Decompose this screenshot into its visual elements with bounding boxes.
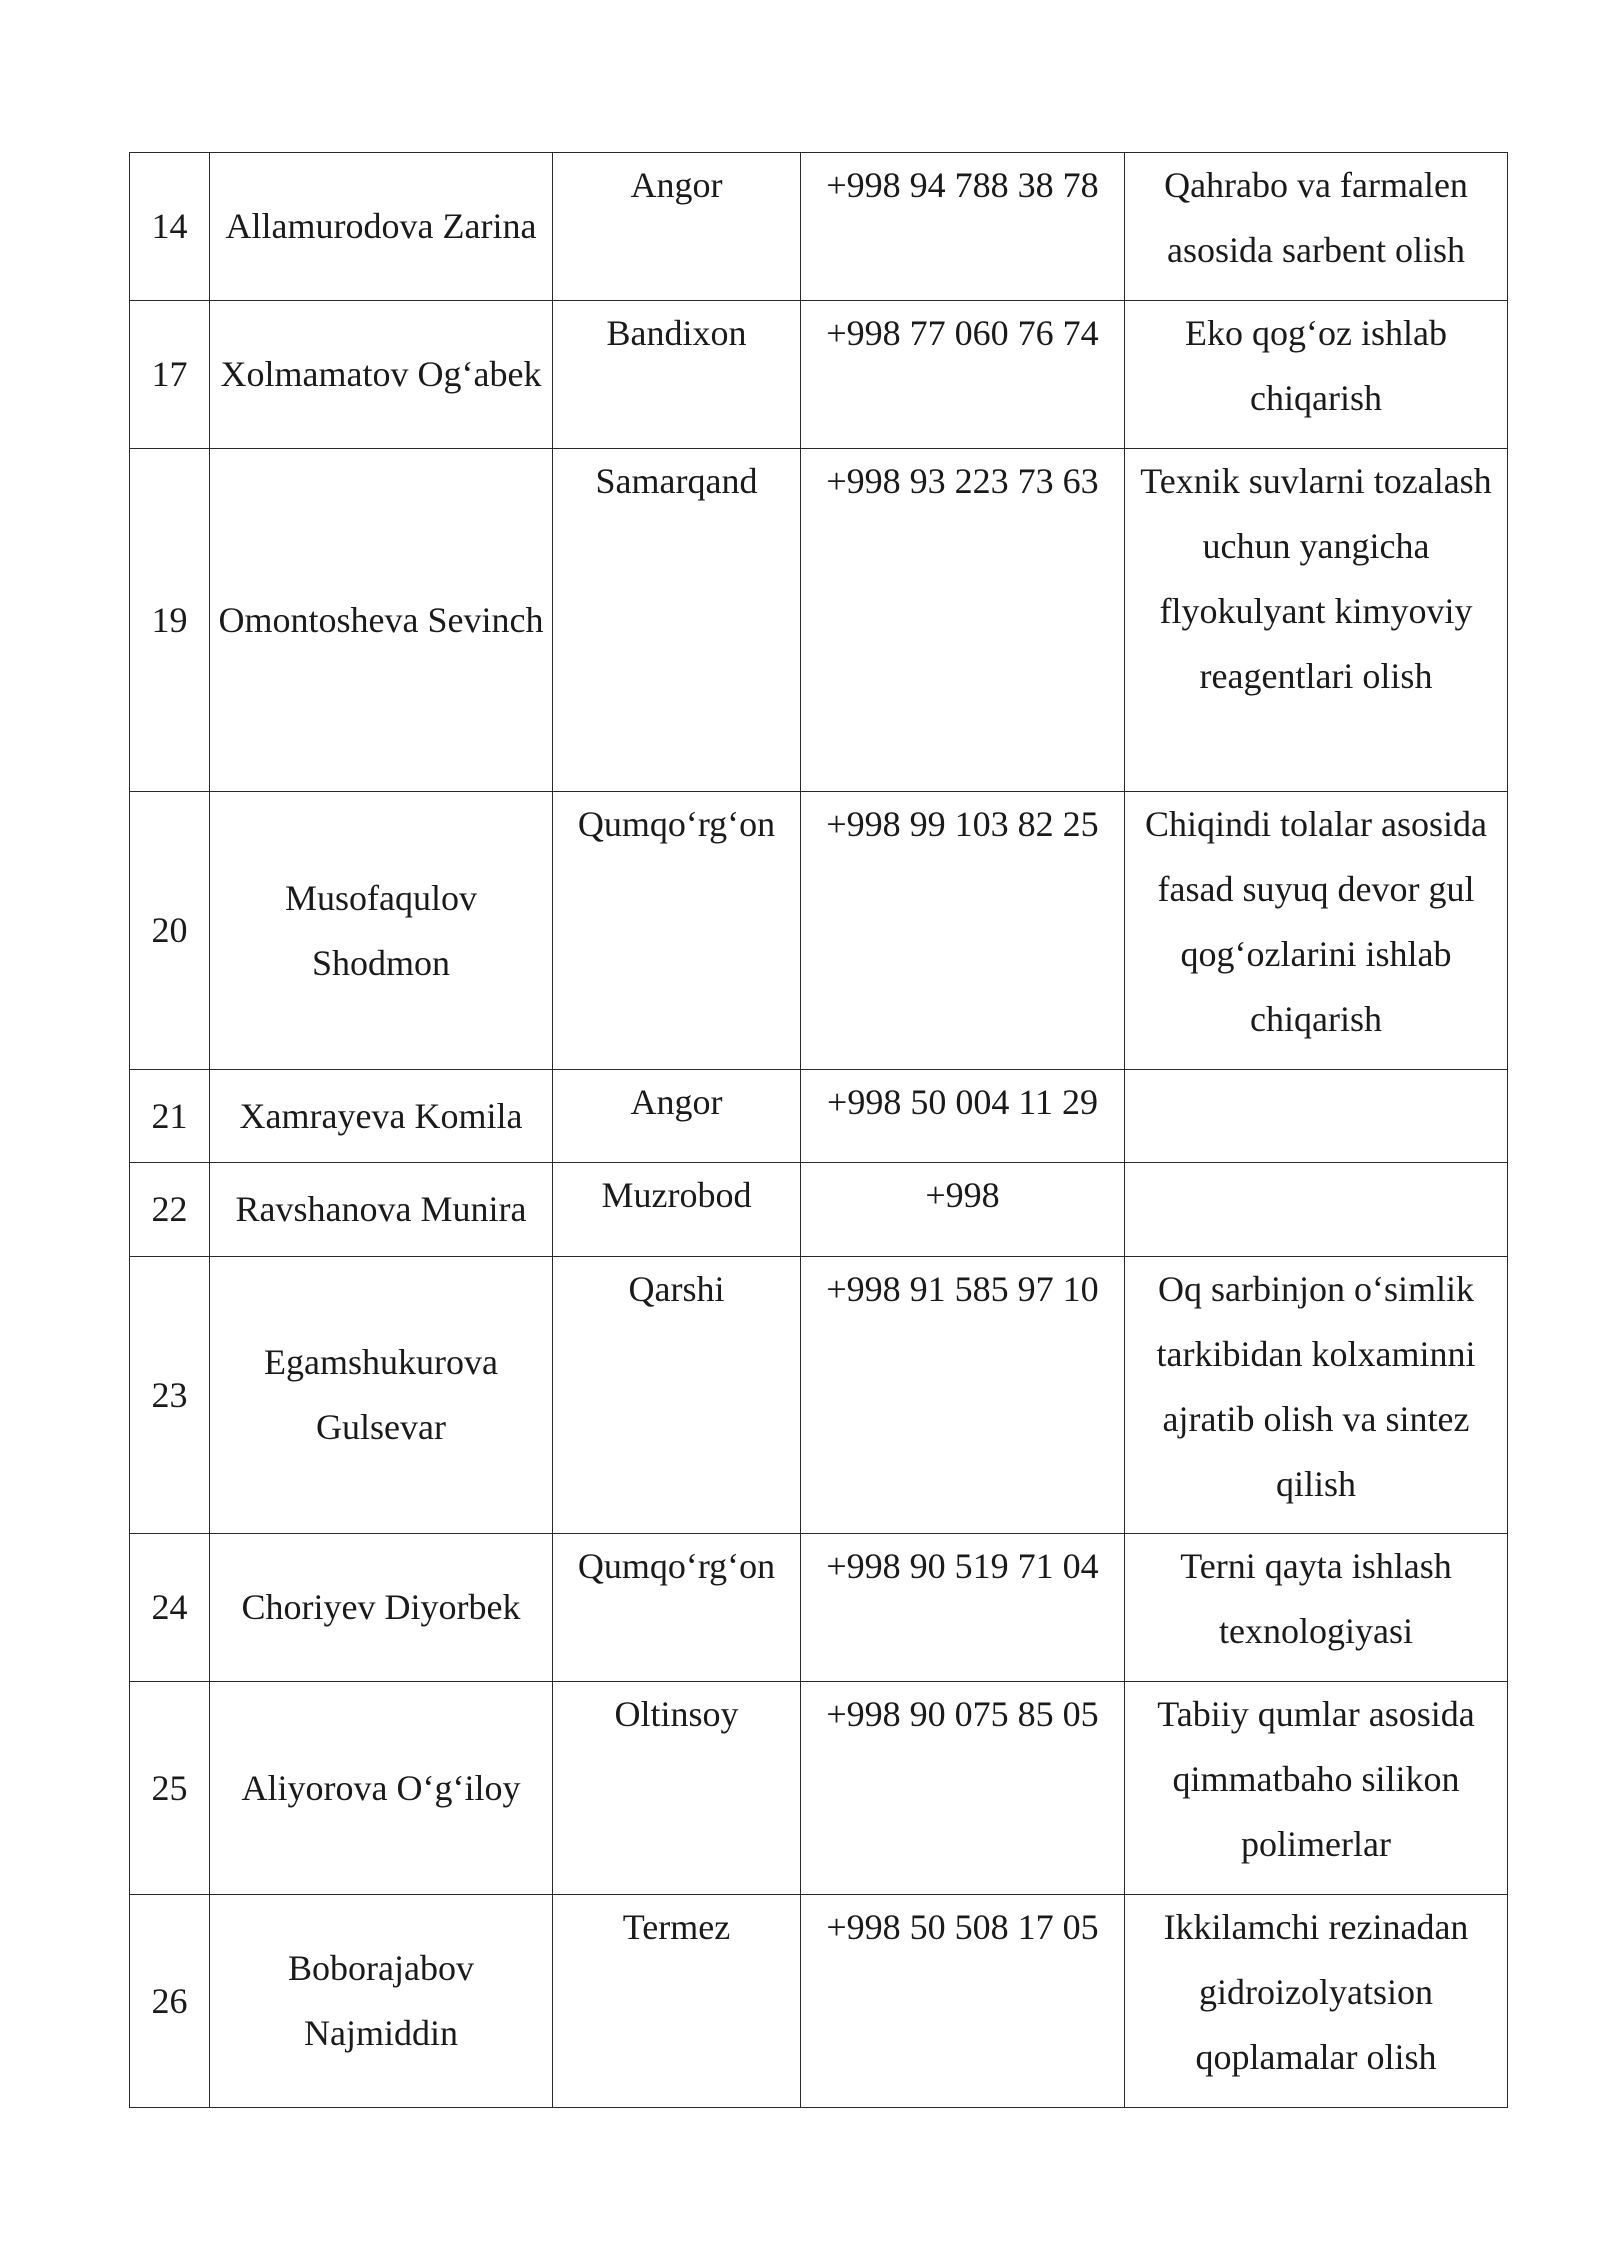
participant-name: Egamshukurova Gulsevar <box>210 1257 553 1534</box>
project-topic: Chiqindi tolalar asosida fasad suyuq devor gul qog‘ozlarini ishlab chiqarish <box>1125 792 1508 1070</box>
participant-name: Allamurodova Zarina <box>210 153 553 301</box>
project-topic: Oq sarbinjon o‘simlik tarkibidan kolxaminni ajratib olish va sintez qilish <box>1125 1257 1508 1534</box>
participant-city: Qumqo‘rg‘on <box>553 792 801 1070</box>
table-row <box>130 449 1508 792</box>
participant-name: Boborajabov Najmiddin <box>210 1895 553 2108</box>
participant-name: Aliyorova O‘g‘iloy <box>210 1682 553 1895</box>
participant-city: Angor <box>553 1070 801 1163</box>
participant-city: Termez <box>553 1895 801 2108</box>
row-number: 26 <box>130 1895 210 2108</box>
project-topic: Texnik suvlarni tozalash uchun yangicha flyokulyant kimyoviy reagentlari olish <box>1125 449 1508 792</box>
participant-city: Qumqo‘rg‘on <box>553 1534 801 1682</box>
project-topic <box>1125 1163 1508 1257</box>
participant-phone: +998 <box>801 1163 1125 1257</box>
project-topic: Qahrabo va farmalen asosida sarbent olish <box>1125 153 1508 301</box>
table-row <box>130 1163 1508 1257</box>
participant-city: Angor <box>553 153 801 301</box>
project-topic: Eko qog‘oz ishlab chiqarish <box>1125 301 1508 449</box>
participant-phone: +998 90 075 85 05 <box>801 1682 1125 1895</box>
table-row <box>130 1257 1508 1534</box>
participant-city: Samarqand <box>553 449 801 792</box>
table-row <box>130 1070 1508 1163</box>
participant-phone: +998 99 103 82 25 <box>801 792 1125 1070</box>
participant-city: Muzrobod <box>553 1163 801 1257</box>
participant-phone: +998 77 060 76 74 <box>801 301 1125 449</box>
table-row <box>130 1895 1508 2108</box>
participant-name: Xolmamatov Og‘abek <box>210 301 553 449</box>
participant-name: Omontosheva Sevinch <box>210 449 553 792</box>
participant-city: Bandixon <box>553 301 801 449</box>
row-number: 17 <box>130 301 210 449</box>
participant-phone: +998 93 223 73 63 <box>801 449 1125 792</box>
table-row <box>130 1682 1508 1895</box>
project-topic: Tabiiy qumlar asosida qimmatbaho silikon polimerlar <box>1125 1682 1508 1895</box>
table-row <box>130 792 1508 1070</box>
participant-name: Xamrayeva Komila <box>210 1070 553 1163</box>
row-number: 19 <box>130 449 210 792</box>
participant-city: Qarshi <box>553 1257 801 1534</box>
participant-phone: +998 94 788 38 78 <box>801 153 1125 301</box>
row-number: 24 <box>130 1534 210 1682</box>
participant-name: Choriyev Diyorbek <box>210 1534 553 1682</box>
participant-phone: +998 50 004 11 29 <box>801 1070 1125 1163</box>
row-number: 25 <box>130 1682 210 1895</box>
row-number: 20 <box>130 792 210 1070</box>
participants-table <box>129 152 1508 2108</box>
participant-city: Oltinsoy <box>553 1682 801 1895</box>
project-topic: Terni qayta ishlash texnologiyasi <box>1125 1534 1508 1682</box>
participant-phone: +998 91 585 97 10 <box>801 1257 1125 1534</box>
table-row <box>130 153 1508 301</box>
project-topic <box>1125 1070 1508 1163</box>
table-row <box>130 301 1508 449</box>
participant-phone: +998 90 519 71 04 <box>801 1534 1125 1682</box>
table-row <box>130 1534 1508 1682</box>
project-topic: Ikkilamchi rezinadan gidroizolyatsion qoplamalar olish <box>1125 1895 1508 2108</box>
row-number: 14 <box>130 153 210 301</box>
table-body <box>130 153 1508 2108</box>
participant-name: Musofaqulov Shodmon <box>210 792 553 1070</box>
participant-phone: +998 50 508 17 05 <box>801 1895 1125 2108</box>
participant-name: Ravshanova Munira <box>210 1163 553 1257</box>
row-number: 22 <box>130 1163 210 1257</box>
row-number: 21 <box>130 1070 210 1163</box>
row-number: 23 <box>130 1257 210 1534</box>
